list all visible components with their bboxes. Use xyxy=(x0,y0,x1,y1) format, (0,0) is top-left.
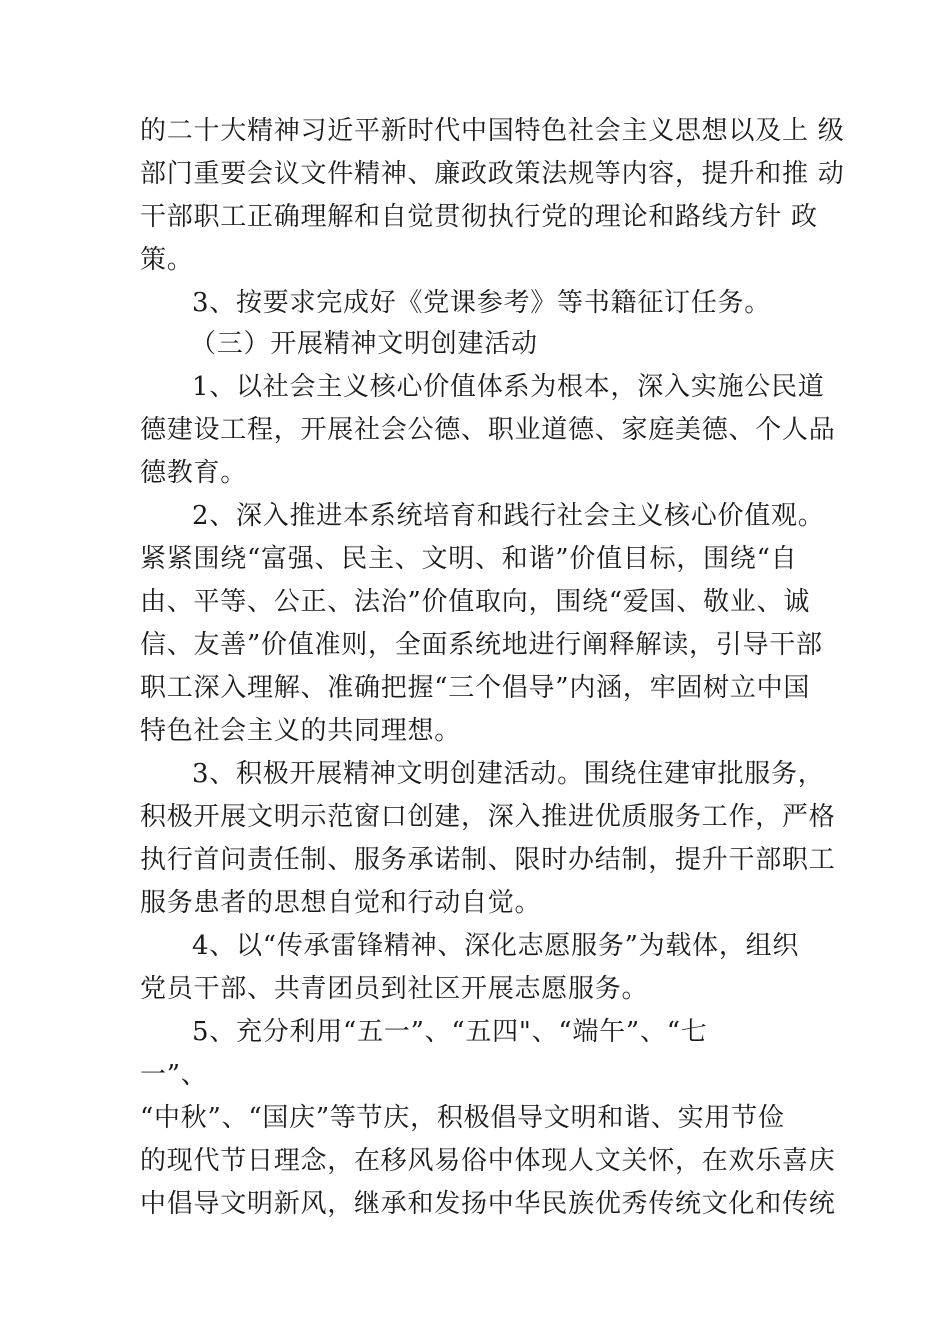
text-line: “中秋”、“国庆”等节庆，积极倡导文明和谐、实用节俭 xyxy=(140,1103,785,1133)
text-line: 党员干部、共青团员到社区开展志愿服务。 xyxy=(140,974,649,1004)
text-line: 服务患者的思想自觉和行动自觉。 xyxy=(140,888,542,918)
text-line: 的二十大精神习近平新时代中国特色社会主义思想以及上 级 xyxy=(140,116,845,146)
text-line: 2、深入推进本系统培育和践行社会主义核心价值观。 xyxy=(192,501,825,531)
text-line: 部门重要会议文件精神、廉政政策法规等内容，提升和推 动 xyxy=(140,159,845,189)
text-line: 干部职工正确理解和自觉贯彻执行党的理论和路线方针 政 xyxy=(140,202,818,232)
text-line: 3、积极开展精神文明创建活动。围绕住建审批服务， xyxy=(192,759,825,789)
text-line: 一”、 xyxy=(140,1060,208,1090)
text-line: 德建设工程，开展社会公德、职业道德、家庭美德、个人品 xyxy=(140,415,836,445)
text-line: 积极开展文明示范窗口创建，深入推进优质服务工作，严格 xyxy=(140,802,836,832)
text-line: 特色社会主义的共同理想。 xyxy=(140,716,462,746)
text-line: 职工深入理解、准确把握“三个倡导”内涵，牢固树立中国 xyxy=(140,673,811,703)
text-line: 的现代节日理念，在移风易俗中体现人文关怀，在欢乐喜庆 xyxy=(140,1146,836,1176)
text-line: 1、以社会主义核心价值体系为根本，深入实施公民道 xyxy=(192,372,825,402)
text-line: 德教育。 xyxy=(140,458,248,488)
text-line: 中倡导文明新风，继承和发扬中华民族优秀传统文化和传统 xyxy=(140,1189,836,1219)
text-line: 执行首问责任制、服务承诺制、限时办结制，提升干部职工 xyxy=(140,845,836,875)
text-line: 3、按要求完成好《党课参考》等书籍征订任务。 xyxy=(192,288,772,318)
text-line: 4、以“传承雷锋精神、深化志愿服务”为载体，组织 xyxy=(192,931,800,961)
text-line: 紧紧围绕“富强、民主、文明、和谐”价值目标，围绕“自 xyxy=(140,544,798,574)
text-line: 5、充分利用“五一”、“五四"、“端午”、“七 xyxy=(192,1017,708,1047)
section-heading: （三）开展精神文明创建活动 xyxy=(190,329,538,359)
text-line: 策。 xyxy=(140,245,194,275)
text-line: 由、平等、公正、法治”价值取向，围绕“爱国、敬业、诚 xyxy=(140,587,811,617)
text-line: 信、友善”价值准则，全面系统地进行阐释解读，引导干部 xyxy=(140,630,823,660)
